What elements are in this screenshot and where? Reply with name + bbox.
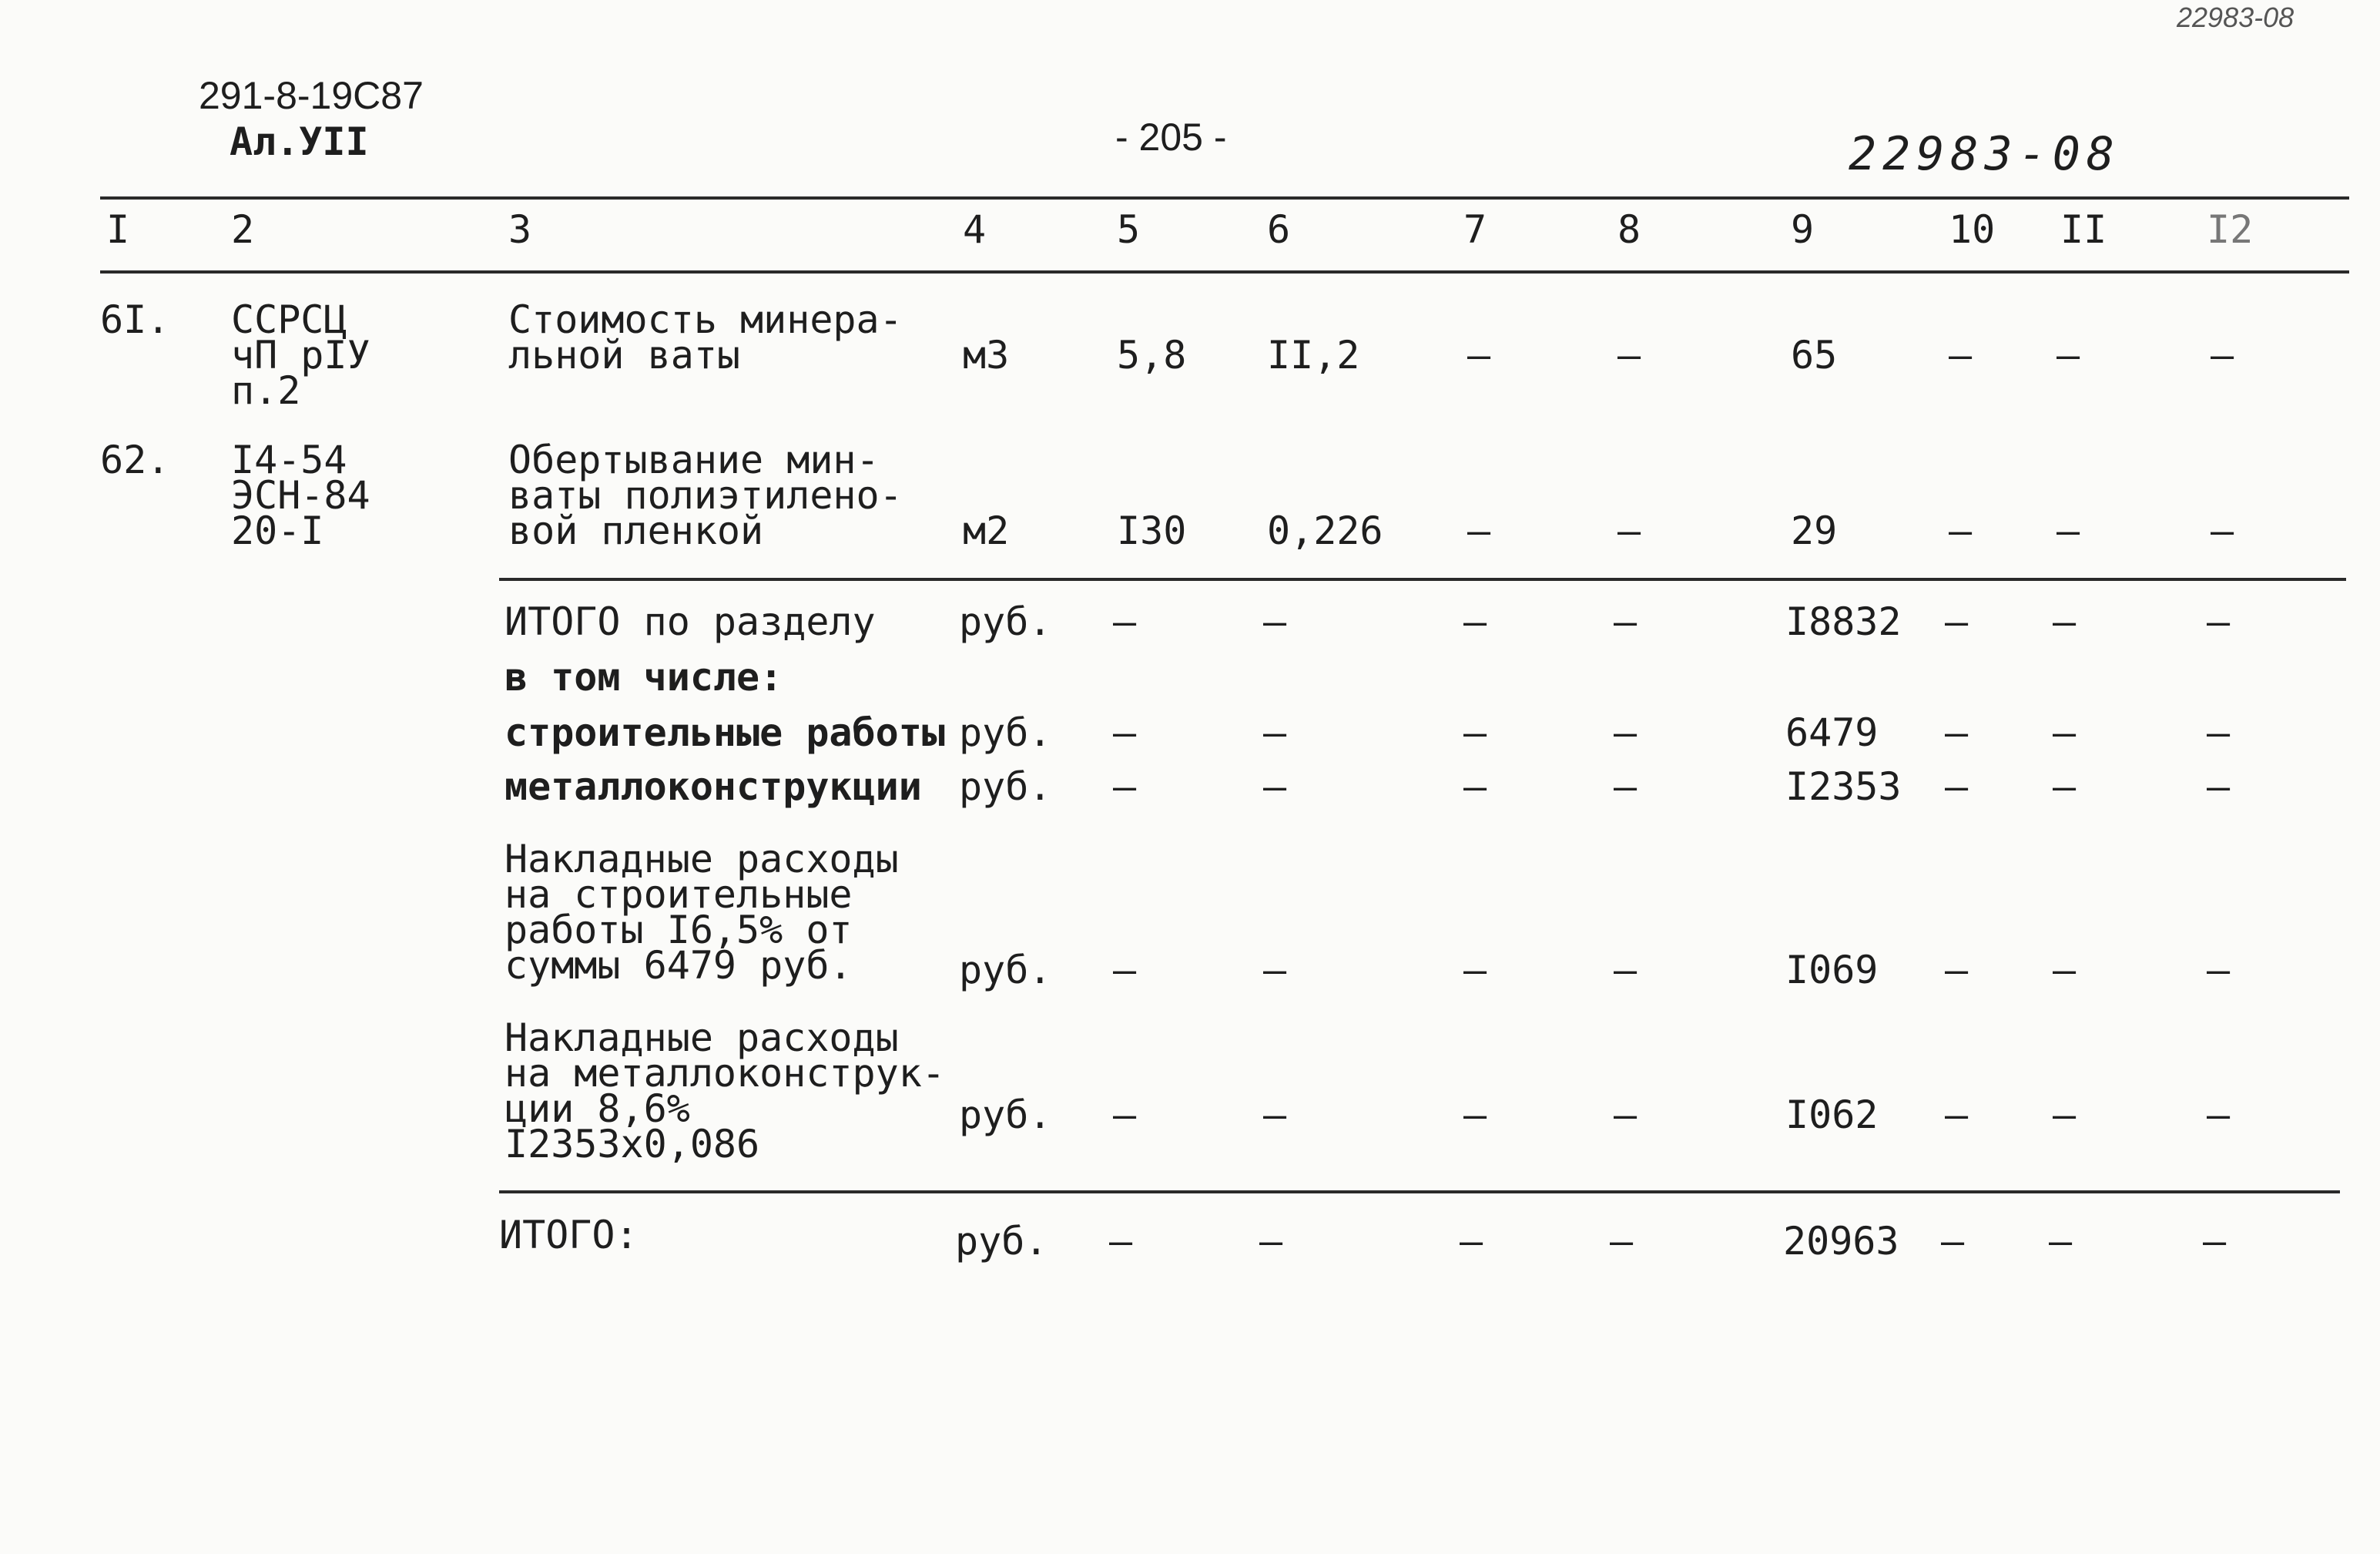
row-description-line: Обертывание мин-	[508, 438, 880, 482]
dash-mark	[1263, 769, 1286, 804]
row-description-line: вой пленкой	[508, 508, 764, 553]
dash-mark	[1614, 604, 1637, 639]
dash-mark	[1460, 1223, 1483, 1259]
document-code: 291-8-19С87	[199, 74, 424, 117]
overhead-metal-label: ции 8,6%	[504, 1086, 690, 1131]
row-code-line: ЭСН-84	[231, 473, 370, 518]
dash-mark	[2207, 769, 2230, 804]
dash-mark	[2053, 715, 2076, 750]
dash-mark	[2053, 952, 2076, 988]
row-code-line: п.2	[231, 368, 301, 413]
row-unit: м2	[963, 508, 1010, 553]
dash-mark	[1263, 1097, 1286, 1133]
dash-mark	[2053, 769, 2076, 804]
dash-mark	[2207, 715, 2230, 750]
row-description-line: Стоимость минера-	[508, 297, 903, 342]
dash-mark	[2207, 604, 2230, 639]
dash-mark	[1614, 715, 1637, 750]
row-number: 62.	[100, 438, 170, 482]
header-top-rule	[100, 196, 2349, 200]
dash-mark	[1949, 513, 1972, 549]
grand-total-value: 20963	[1783, 1219, 1899, 1264]
dash-mark	[1109, 1223, 1132, 1259]
overhead-construction-label: работы I6,5% от	[504, 908, 853, 952]
dash-mark	[1259, 1223, 1282, 1259]
overhead-construction-label: Накладные расходы	[504, 837, 899, 881]
dash-mark	[1945, 1097, 1968, 1133]
dash-mark	[1113, 952, 1136, 988]
overhead-metal-label: I2353х0,086	[504, 1122, 760, 1166]
section-total-value: I8832	[1785, 599, 1902, 644]
dash-mark	[1113, 1097, 1136, 1133]
corner-stamp: 22983-08	[2177, 2, 2295, 33]
row-quantity: 5,8	[1117, 333, 1187, 378]
dash-mark	[1617, 337, 1641, 373]
grand-total-unit: руб.	[955, 1219, 1048, 1264]
dash-mark	[2057, 513, 2080, 549]
column-header: 9	[1791, 207, 1815, 252]
dash-mark	[1945, 604, 1968, 639]
column-header: 2	[231, 207, 255, 252]
dash-mark	[2207, 1097, 2230, 1133]
column-header: I	[106, 207, 130, 252]
dash-mark	[2053, 1097, 2076, 1133]
dash-mark	[1263, 715, 1286, 750]
dash-mark	[2057, 337, 2080, 373]
row-description-line: ваты полиэтилено-	[508, 473, 903, 518]
dash-mark	[1263, 952, 1286, 988]
overhead-metal-value: I062	[1785, 1092, 1879, 1137]
dash-mark	[1945, 715, 1968, 750]
overhead-construction-label: суммы 6479 руб.	[504, 943, 853, 988]
column-header: 3	[508, 207, 532, 252]
dash-mark	[1463, 604, 1487, 639]
dash-mark	[1463, 952, 1487, 988]
row-unit: м3	[963, 333, 1010, 378]
dash-mark	[1945, 769, 1968, 804]
column-header: I2	[2207, 207, 2254, 252]
dash-mark	[1463, 1097, 1487, 1133]
metal-value: I2353	[1785, 764, 1902, 809]
dash-mark	[1610, 1223, 1633, 1259]
row-description-line: льной ваты	[508, 333, 741, 378]
dash-mark	[1945, 952, 1968, 988]
row-number: 6I.	[100, 297, 170, 342]
column-header: 7	[1463, 207, 1487, 252]
column-header: 10	[1949, 207, 1996, 252]
dash-mark	[2211, 513, 2234, 549]
dash-mark	[1941, 1223, 1964, 1259]
album-label: Ал.УII	[230, 119, 369, 164]
row-unit-price: 0,226	[1267, 508, 1383, 553]
column-header: 4	[963, 207, 987, 252]
overhead-metal-label: на металлоконструк-	[504, 1051, 945, 1096]
overhead-construction-unit: руб.	[959, 948, 1052, 992]
metal-label: металлоконструкции	[504, 764, 922, 809]
dash-mark	[1463, 715, 1487, 750]
dash-mark	[2049, 1223, 2072, 1259]
dash-mark	[1113, 769, 1136, 804]
construction-label: строительные работы	[504, 710, 945, 755]
overhead-metal-unit: руб.	[959, 1092, 1052, 1137]
dash-mark	[1617, 513, 1641, 549]
row-code-line: ССРСЦ	[231, 297, 347, 342]
column-header: 6	[1267, 207, 1291, 252]
row-code-line: 20-I	[231, 508, 324, 553]
dash-mark	[1614, 952, 1637, 988]
grand-total-label: ИТОГО:	[499, 1213, 639, 1257]
overhead-construction-value: I069	[1785, 948, 1879, 992]
dash-mark	[2207, 952, 2230, 988]
dash-mark	[2203, 1223, 2226, 1259]
overhead-metal-label: Накладные расходы	[504, 1015, 899, 1060]
dash-mark	[1467, 337, 1490, 373]
dash-mark	[1113, 715, 1136, 750]
dash-mark	[1949, 337, 1972, 373]
column-header: 8	[1617, 207, 1641, 252]
column-header: 5	[1117, 207, 1141, 252]
row-total: 65	[1791, 333, 1838, 378]
dash-mark	[1263, 604, 1286, 639]
row-code-line: I4-54	[231, 438, 347, 482]
page-number: - 205 -	[1115, 116, 1227, 159]
row-quantity: I30	[1117, 508, 1187, 553]
dash-mark	[1463, 769, 1487, 804]
construction-value: 6479	[1785, 710, 1879, 755]
dash-mark	[1614, 769, 1637, 804]
grand-total-rule	[499, 1190, 2340, 1193]
overhead-construction-label: на строительные	[504, 872, 853, 917]
header-bottom-rule	[100, 270, 2349, 274]
row-code-line: чП рIУ	[231, 333, 370, 378]
totals-top-rule	[499, 578, 2346, 581]
column-header: II	[2060, 207, 2107, 252]
dash-mark	[2053, 604, 2076, 639]
dash-mark	[2211, 337, 2234, 373]
dash-mark	[1467, 513, 1490, 549]
row-unit-price: II,2	[1267, 333, 1360, 378]
section-total-label: ИТОГО по разделу	[504, 599, 876, 644]
dash-mark	[1614, 1097, 1637, 1133]
construction-unit: руб.	[959, 710, 1052, 755]
document-number: 22983-08	[1849, 127, 2120, 181]
dash-mark	[1113, 604, 1136, 639]
section-total-unit: руб.	[959, 599, 1052, 644]
metal-unit: руб.	[959, 764, 1052, 809]
row-total: 29	[1791, 508, 1838, 553]
including-label: в том числе:	[504, 655, 783, 700]
